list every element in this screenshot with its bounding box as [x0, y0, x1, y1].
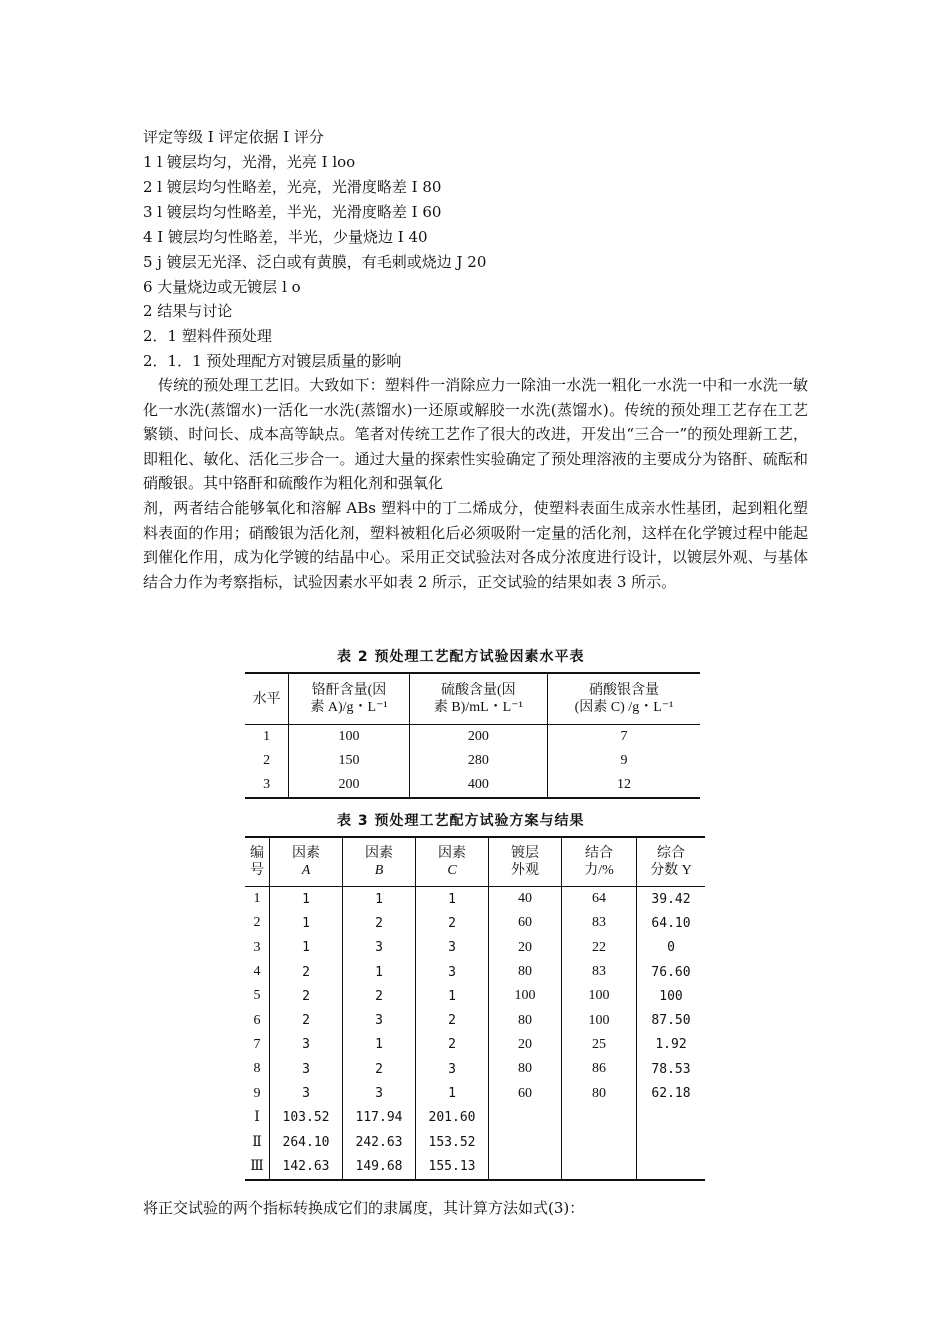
- table-cell: 7: [620, 729, 628, 744]
- table-cell: 1: [245, 887, 270, 912]
- closing-line: 将正交试验的两个指标转换成它们的隶属度，其计算方法如式(3)：: [143, 1199, 585, 1217]
- table-cell: 3: [416, 1057, 489, 1081]
- table-cell: 3: [245, 773, 289, 798]
- table-header-label: 力/%: [584, 863, 614, 878]
- table-cell: 6: [245, 1008, 270, 1032]
- table-row: [245, 960, 705, 984]
- table-cell: 3: [270, 1081, 343, 1105]
- table-header: [409, 673, 547, 725]
- table-header-label: 因素: [438, 846, 466, 861]
- table-cell: 3: [245, 936, 270, 960]
- subsubsection-heading: 2．1．1 预处理配方对镀层质量的影响: [143, 352, 402, 370]
- table-cell: 242.63: [343, 1130, 416, 1154]
- rating-row-5: 5 j 镀层无光泽、泛白或有黄膜，有毛刺或烧边 J 20: [143, 253, 487, 271]
- table-cell: 1: [343, 1033, 416, 1057]
- table-cell: 4: [245, 960, 270, 984]
- table-cell: 100: [562, 984, 637, 1008]
- table-cell: 100: [289, 725, 409, 750]
- table-cell: 1: [270, 911, 343, 935]
- table-header-label: 结合: [585, 846, 613, 861]
- table-cell: [489, 1154, 562, 1179]
- table-cell: 149.68: [343, 1154, 416, 1179]
- table-cell: 83: [562, 960, 637, 984]
- table-cell: 3: [343, 1081, 416, 1105]
- table-cell: 64.10: [651, 915, 691, 931]
- table-cell: 201.60: [416, 1106, 489, 1130]
- table-cell: [637, 1130, 706, 1154]
- table-cell: 100: [562, 1008, 637, 1032]
- table-cell: 60: [489, 1081, 562, 1105]
- table-cell: 3: [343, 936, 416, 960]
- table-cell: 1: [270, 887, 343, 912]
- table-header-label: 素 A)/g・L⁻¹: [310, 700, 388, 715]
- table-cell: 142.63: [270, 1154, 343, 1179]
- table-cell: 200: [289, 773, 409, 798]
- table-cell: Ⅲ: [245, 1154, 270, 1179]
- table-cell: 150: [289, 749, 409, 773]
- table-cell: 0: [667, 940, 675, 956]
- table-cell: 1: [343, 887, 416, 912]
- table-cell: 40: [489, 887, 562, 912]
- table-header: [245, 837, 270, 887]
- rating-row-4: 4 I 镀层均匀性略差，半光，少量烧边 I 40: [143, 228, 428, 246]
- table-cell: [637, 1154, 706, 1179]
- table-row: [245, 1057, 705, 1081]
- table-cell: [562, 1106, 637, 1130]
- table-row: [245, 936, 705, 960]
- table-cell: 2: [270, 960, 343, 984]
- table-cell: 80: [489, 1057, 562, 1081]
- table-cell: 1: [245, 725, 289, 750]
- table-cell: 25: [562, 1033, 637, 1057]
- table-cell: 264.10: [270, 1130, 343, 1154]
- rating-header: 评定等级 I 评定依据 I 评分: [143, 128, 324, 146]
- table-cell: 83: [562, 911, 637, 935]
- table-header-label: 综合: [657, 846, 685, 861]
- table-cell: 78.53: [651, 1061, 691, 1077]
- table-cell: 2: [270, 1008, 343, 1032]
- table-cell: 3: [270, 1033, 343, 1057]
- table-cell: 9: [620, 753, 628, 768]
- table-header: [289, 673, 409, 725]
- table-cell: 155.13: [416, 1154, 489, 1179]
- table-cell: 1: [270, 936, 343, 960]
- table-cell: 100: [489, 984, 562, 1008]
- table-cell: 87.50: [651, 1013, 691, 1029]
- table-cell: [637, 1106, 706, 1130]
- table-cell: 62.18: [651, 1086, 691, 1102]
- table-cell: 1: [416, 887, 489, 912]
- table-cell: 153.52: [416, 1130, 489, 1154]
- table-header-label: 分数 Y: [650, 863, 692, 878]
- table-cell: 2: [270, 984, 343, 1008]
- table-cell: 5: [245, 984, 270, 1008]
- table-cell: Ⅰ: [245, 1106, 270, 1130]
- table-header-label: 硫酸含量(因: [440, 683, 516, 698]
- table-header-label: A: [301, 863, 311, 878]
- table-cell: 2: [416, 1033, 489, 1057]
- table-header: [416, 837, 489, 887]
- table-cell: 3: [270, 1057, 343, 1081]
- table-cell: 2: [245, 749, 289, 773]
- table-2: [245, 672, 700, 799]
- table-cell: [489, 1130, 562, 1154]
- table-cell: 2: [416, 911, 489, 935]
- table-row: [245, 984, 705, 1008]
- table-cell: [562, 1130, 637, 1154]
- table-cell: 1.92: [655, 1037, 687, 1053]
- table-row: [245, 1033, 705, 1057]
- table-cell: 2: [343, 984, 416, 1008]
- table-cell: 39.42: [651, 891, 691, 907]
- table-cell: 3: [416, 960, 489, 984]
- table-3-body: [245, 887, 705, 1180]
- table-cell: 1: [416, 1081, 489, 1105]
- table-cell: 2: [343, 911, 416, 935]
- table-row: [245, 1130, 705, 1154]
- table-cell: 22: [562, 936, 637, 960]
- table-cell: 200: [409, 725, 547, 750]
- table-row: [245, 911, 705, 935]
- table-cell: 12: [616, 777, 631, 792]
- table-row: [245, 749, 700, 773]
- table-cell: 1: [416, 984, 489, 1008]
- table-cell: [562, 1154, 637, 1179]
- table-cell: 2: [245, 911, 270, 935]
- table-cell: 8: [245, 1057, 270, 1081]
- table-header-label: 素 B)/mL・L⁻¹: [433, 700, 523, 715]
- subsection-heading: 2．1 塑料件预处理: [143, 327, 272, 345]
- table-row: [245, 1106, 705, 1130]
- table-cell: 20: [489, 936, 562, 960]
- table-header: [343, 837, 416, 887]
- table-2-caption: 表 2 预处理工艺配方试验因素水平表: [337, 649, 585, 665]
- table-header-label: 外观: [511, 863, 539, 878]
- table-header-label: 编号: [250, 846, 264, 878]
- table-cell: 60: [489, 911, 562, 935]
- body-text: [143, 373, 808, 594]
- table-cell: 80: [562, 1081, 637, 1105]
- table-row: [245, 725, 700, 750]
- table-header-label: 水平: [252, 691, 281, 707]
- table-row: [245, 1154, 705, 1179]
- table-cell: 76.60: [651, 964, 691, 980]
- table-cell: 86: [562, 1057, 637, 1081]
- table-cell: 80: [489, 960, 562, 984]
- table-3: [245, 836, 705, 1181]
- table-header: [489, 837, 562, 887]
- table-row: [245, 887, 705, 912]
- table-cell: 117.94: [343, 1106, 416, 1130]
- table-cell: 2: [416, 1008, 489, 1032]
- table-header-label: (因素 C) /g・L⁻¹: [574, 700, 674, 715]
- rating-row-6: 6 大量烧边或无镀层 l o: [143, 278, 301, 296]
- table-cell: 103.52: [270, 1106, 343, 1130]
- table-header-label: 镀层: [511, 846, 539, 861]
- table-cell: 3: [343, 1008, 416, 1032]
- table-header-label: B: [374, 863, 384, 878]
- table-cell: 9: [245, 1081, 270, 1105]
- paragraph-1: 传统的预处理工艺旧。大致如下：塑料件一消除应力一除油一水洗一粗化一水洗一中和一水洗一敏化一水洗(蒸馏水)一活化一水洗(蒸馏水)一还原或解胶一水洗(蒸馏水)。传统的预处理工艺存在工艺繁锁、时问长、成本高等缺点。笔者对传统工艺作了很大的改进，开发出“三合一”的预处理新工艺，即粗化、敏化、活化三步合一。通过大量的探索性实验确定了预处理溶液的主要成分为铬酐、硫酝和硝酸银。其中铬酐和硫酸作为粗化剂和强氧化: [143, 376, 808, 493]
- table-row: [245, 773, 700, 798]
- table-header-label: 因素: [292, 846, 320, 861]
- table-3-caption: 表 3 预处理工艺配方试验方案与结果: [337, 813, 585, 829]
- table-cell: Ⅱ: [245, 1130, 270, 1154]
- table-header: [270, 837, 343, 887]
- table-cell: 400: [409, 773, 547, 798]
- table-header-label: 因素: [365, 846, 393, 861]
- table-cell: 20: [489, 1033, 562, 1057]
- paragraph-2: 剂，两者结合能够氧化和溶解 ABs 塑料中的丁二烯成分，使塑料表面生成亲水性基团，起到粗化塑料表面的作用；硝酸银为活化剂，塑料被粗化后必须吸附一定量的活化剂，这样在化学镀过程中能起到催化作用，成为化学镀的结晶中心。采用正交试验法对各成分浓度进行设计，以镀层外观、与基体结合力作为考察指标，试验因素水平如表 2 所示，正交试验的结果如表 3 所示。: [143, 498, 808, 591]
- table-cell: 1: [343, 960, 416, 984]
- section-heading: 2 结果与讨论: [143, 302, 233, 320]
- rating-row-2: 2 l 镀层均匀性略差，光亮，光滑度略差 I 80: [143, 178, 442, 196]
- table-cell: [489, 1106, 562, 1130]
- table-row: [245, 1008, 705, 1032]
- table-header-label: 硝酸银含量: [588, 683, 659, 698]
- table-cell: 3: [416, 936, 489, 960]
- table-cell: 280: [409, 749, 547, 773]
- table-header: [562, 837, 637, 887]
- table-cell: 2: [343, 1057, 416, 1081]
- table-cell: 7: [245, 1033, 270, 1057]
- table-cell: 100: [659, 988, 683, 1004]
- rating-row-3: 3 l 镀层均匀性略差，半光，光滑度略差 I 60: [143, 203, 442, 221]
- table-header: [547, 673, 700, 725]
- table-cell: 80: [489, 1008, 562, 1032]
- table-cell: 64: [562, 887, 637, 912]
- table-header-label: 铬酐含量(因: [311, 683, 387, 698]
- table-header-label: C: [447, 863, 457, 878]
- table-header: [245, 673, 289, 725]
- table-header: [637, 837, 706, 887]
- rating-row-1: 1 l 镀层均匀，光滑，光亮 I loo: [143, 153, 356, 171]
- table-row: [245, 1081, 705, 1105]
